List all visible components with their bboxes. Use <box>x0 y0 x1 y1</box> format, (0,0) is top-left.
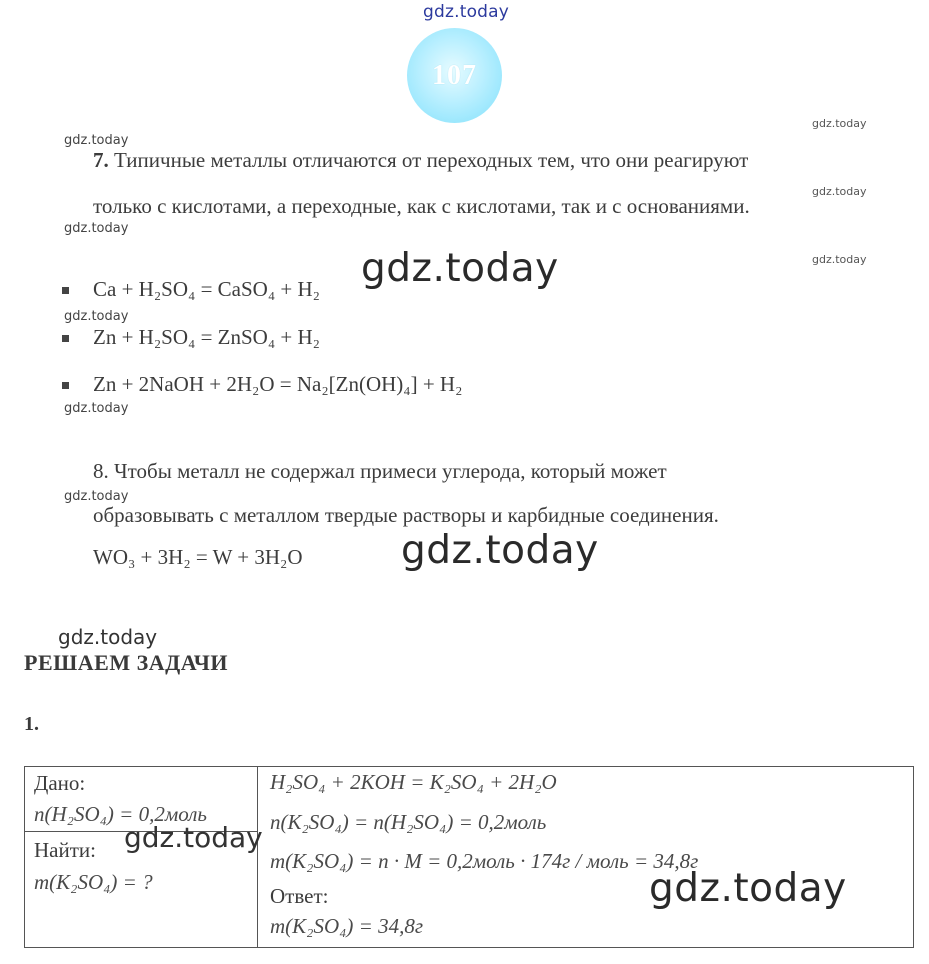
bullet-icon <box>62 335 69 342</box>
watermark-small: gdz.today <box>64 133 129 148</box>
section-heading: РЕШАЕМ ЗАДАЧИ <box>24 650 229 675</box>
answer-7-line-2: только с кислотами, а переходные, как с кислотами, так и с основаниями. <box>93 194 750 218</box>
watermark-small: gdz.today <box>812 253 867 266</box>
watermark-small: gdz.today <box>812 185 867 198</box>
answer-7-number: 7. <box>93 148 109 172</box>
solution-moles: n(K₂SO₄) = n(H₂SO₄) = 0,2моль <box>270 810 547 834</box>
watermark-small: gdz.today <box>64 401 129 416</box>
answer-7-line-1 <box>93 148 748 173</box>
watermark-top: gdz.today <box>423 2 510 22</box>
bullet-icon <box>62 287 69 294</box>
task-number: 1. <box>24 713 39 735</box>
find-label: Найти: <box>34 838 96 862</box>
page-number-badge <box>407 28 502 123</box>
table-divider <box>257 766 258 948</box>
watermark-small: gdz.today <box>64 309 129 324</box>
equation-zn-h2so4: Zn + H₂SO₄ = ZnSO₄ + H₂ <box>93 325 320 349</box>
watermark-small: gdz.today <box>64 221 129 236</box>
watermark-medium: gdz.today <box>58 625 158 649</box>
answer-value: m(K₂SO₄) = 34,8г <box>270 914 424 938</box>
watermark-large: gdz.today <box>649 866 847 911</box>
answer-8-line-1: 8. Чтобы металл не содержал примеси углерода, который может <box>93 459 667 483</box>
watermark-large: gdz.today <box>401 528 599 573</box>
answer-label: Ответ: <box>270 884 329 908</box>
watermark-small: gdz.today <box>812 117 867 130</box>
page-number: 107 <box>432 59 477 91</box>
given-label: Дано: <box>34 771 86 795</box>
bullet-icon <box>62 382 69 389</box>
watermark-medium: gdz.today <box>124 821 263 854</box>
solution-mass-calc: m(K₂SO₄) = n · M = 0,2моль · 174г / моль = 34,8г <box>270 849 699 873</box>
watermark-small: gdz.today <box>64 489 129 504</box>
answer-7-text-1: Типичные металлы отличаются от переходных тем, что они реагируют <box>108 148 749 172</box>
find-value: m(K₂SO₄) = ? <box>34 870 153 894</box>
solution-reaction: H₂SO₄ + 2KOH = K₂SO₄ + 2H₂O <box>270 770 557 794</box>
answer-8-line-2: образовывать с металлом твердые растворы и карбидные соединения. <box>93 503 719 527</box>
equation-wo3-h2: WO₃ + 3H₂ = W + 3H₂O <box>93 545 303 569</box>
equation-ca-h2so4: Ca + H₂SO₄ = CaSO₄ + H₂ <box>93 277 320 301</box>
equation-zn-naoh: Zn + 2NaOH + 2H₂O = Na₂[Zn(OH)₄] + H₂ <box>93 372 463 396</box>
given-value: n(H₂SO₄) = 0,2моль <box>34 802 207 826</box>
watermark-large: gdz.today <box>361 246 559 291</box>
